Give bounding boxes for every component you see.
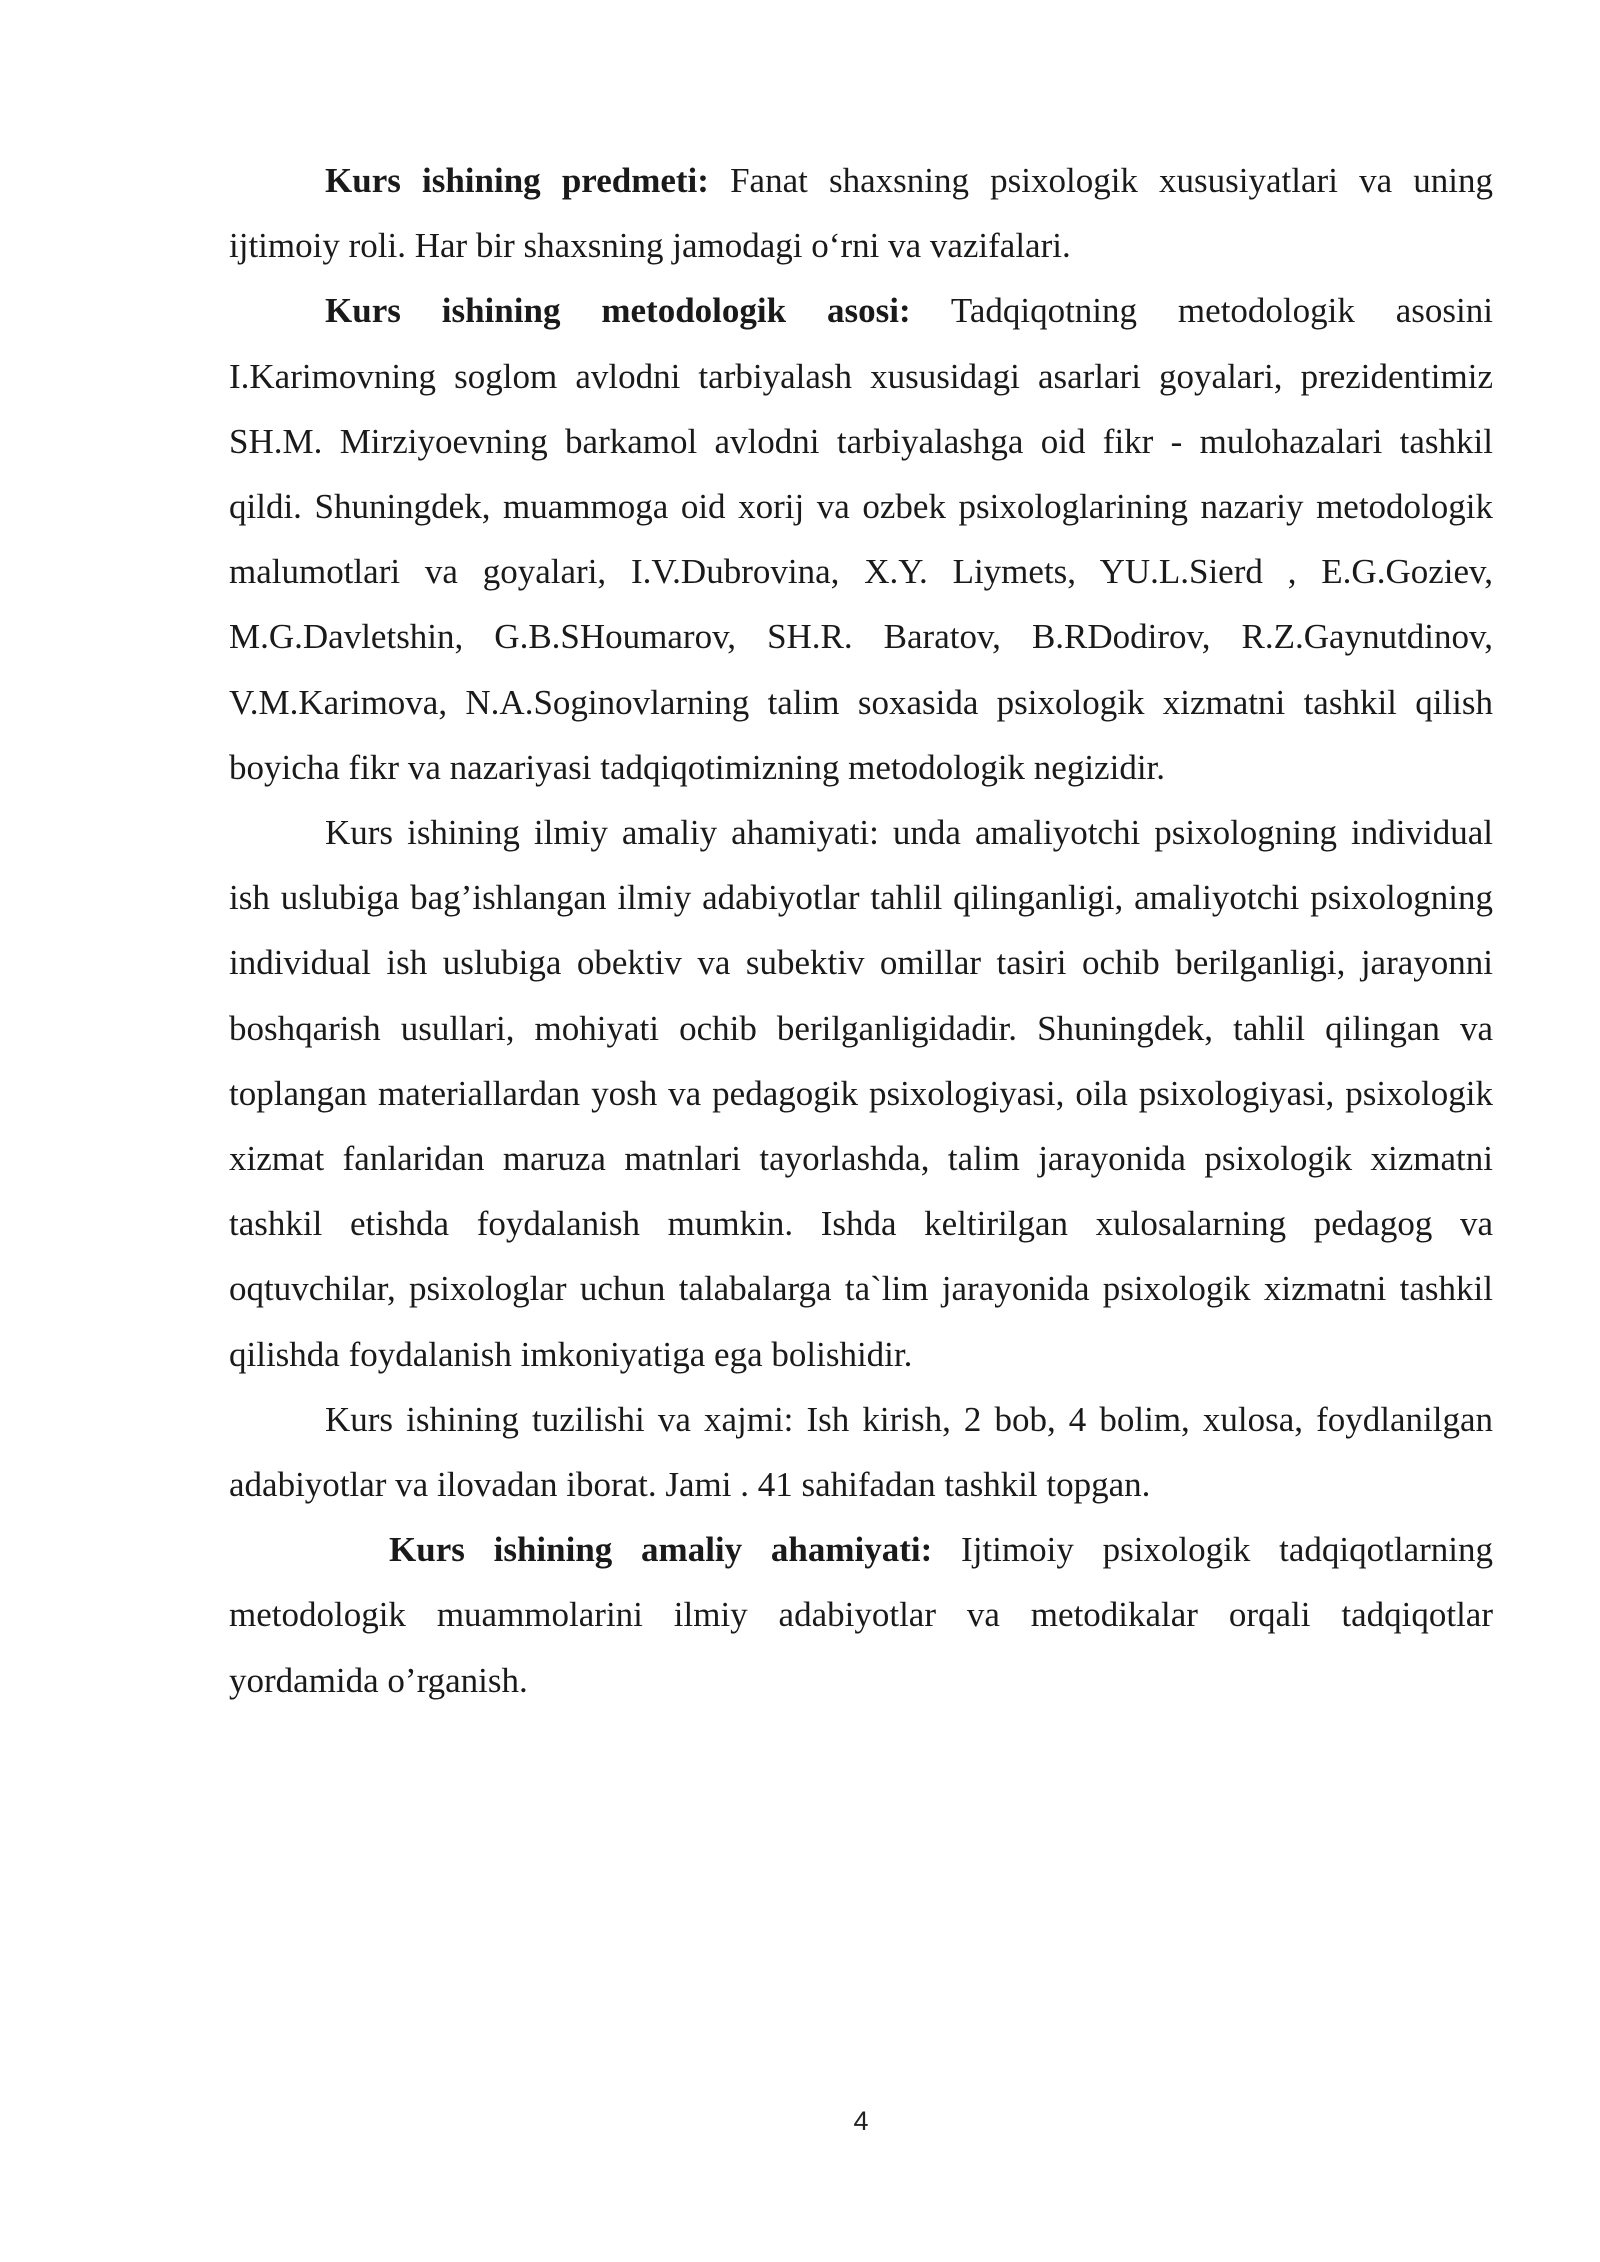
paragraph-text: Ijtimoiy psixologik tadqiqotlarning metodologik muammolarini ilmiy adabiyotlar va metodikalar orqali tadqiqotlar yordamida o’rganish. bbox=[229, 1530, 1493, 1700]
paragraph-heading: Kurs ishining metodologik asosi: bbox=[325, 291, 911, 331]
document-body bbox=[229, 148, 1493, 1713]
paragraph-practical-significance bbox=[229, 1517, 1493, 1713]
paragraph-heading: Kurs ishining amaliy ahamiyati: bbox=[389, 1530, 933, 1570]
paragraph-scientific-practical-significance bbox=[229, 800, 1493, 1387]
paragraph-subject bbox=[229, 148, 1493, 278]
paragraph-heading: Kurs ishining predmeti: bbox=[325, 161, 709, 200]
paragraph-text: Kurs ishining tuzilishi va xajmi: Ish kirish, 2 bob, 4 bolim, xulosa, foydlanilgan adabiyotlar va ilovadan iborat. Jami . 41 sahifadan tashkil topgan. bbox=[229, 1399, 1493, 1505]
paragraph-text: Kurs ishining ilmiy amaliy ahamiyati: unda amaliyotchi psixologning individual ish uslubiga bag’ishlangan ilmiy adabiyotlar tahlil qilinganligi, amaliyotchi psixologning individual ish uslubiga obektiv va subektiv omillar tasiri ochib berilganligi, jarayonni boshqarish usullari, mohiyati ochib berilganligidadir. Shuningdek, tahlil qilingan va toplangan materiallardan yosh va pedagogik psixologiyasi, oila psixologiyasi, psixologik xizmat fanlaridan maruza matnlari tayorlashda, talim jarayonida psixologik xizmatni tashkil etishda foydalanish mumkin. Ishda keltirilgan xulosalarning pedagog va oqtuvchilar, psixologlar uchun talabalarga ta`lim jarayonida psixologik xizmatni tashkil qilishda foydalanish imkoniyatiga ega bolishidir. bbox=[229, 813, 1493, 1374]
paragraph-text: Tadqiqotning metodologik asosini I.Karimovning soglom avlodni tarbiyalash xususidagi asarlari goyalari, prezidentimiz SH.M. Mirziyoevning barkamol avlodni tarbiyalashga oid fikr - mulohazalari tashkil qildi. Shuningdek, muammoga oid xorij va ozbek psixologlarining nazariy metodologik malumotlari va goyalari, I.V.Dubrovina, X.Y. Liymets, YU.L.Sierd , E.G.Goziev, M.G.Davletshin, G.B.SHoumarov, SH.R. Baratov, B.RDodirov, R.Z.Gaynutdinov, V.M.Karimova, N.A.Soginovlarning talim soxasida psixologik xizmatni tashkil qilish boyicha fikr va nazariyasi tadqiqotimizning metodologik negizidir. bbox=[229, 291, 1493, 787]
paragraph-methodology bbox=[229, 278, 1493, 800]
paragraph-structure-volume bbox=[229, 1387, 1493, 1517]
page-number: 4 bbox=[853, 2106, 869, 2136]
paragraph-text: Fanat shaxsning psixologik xususiyatlari va uning ijtimoiy roli. Har bir shaxsning jamodagi o‘rni va vazifalari. bbox=[229, 161, 1493, 266]
